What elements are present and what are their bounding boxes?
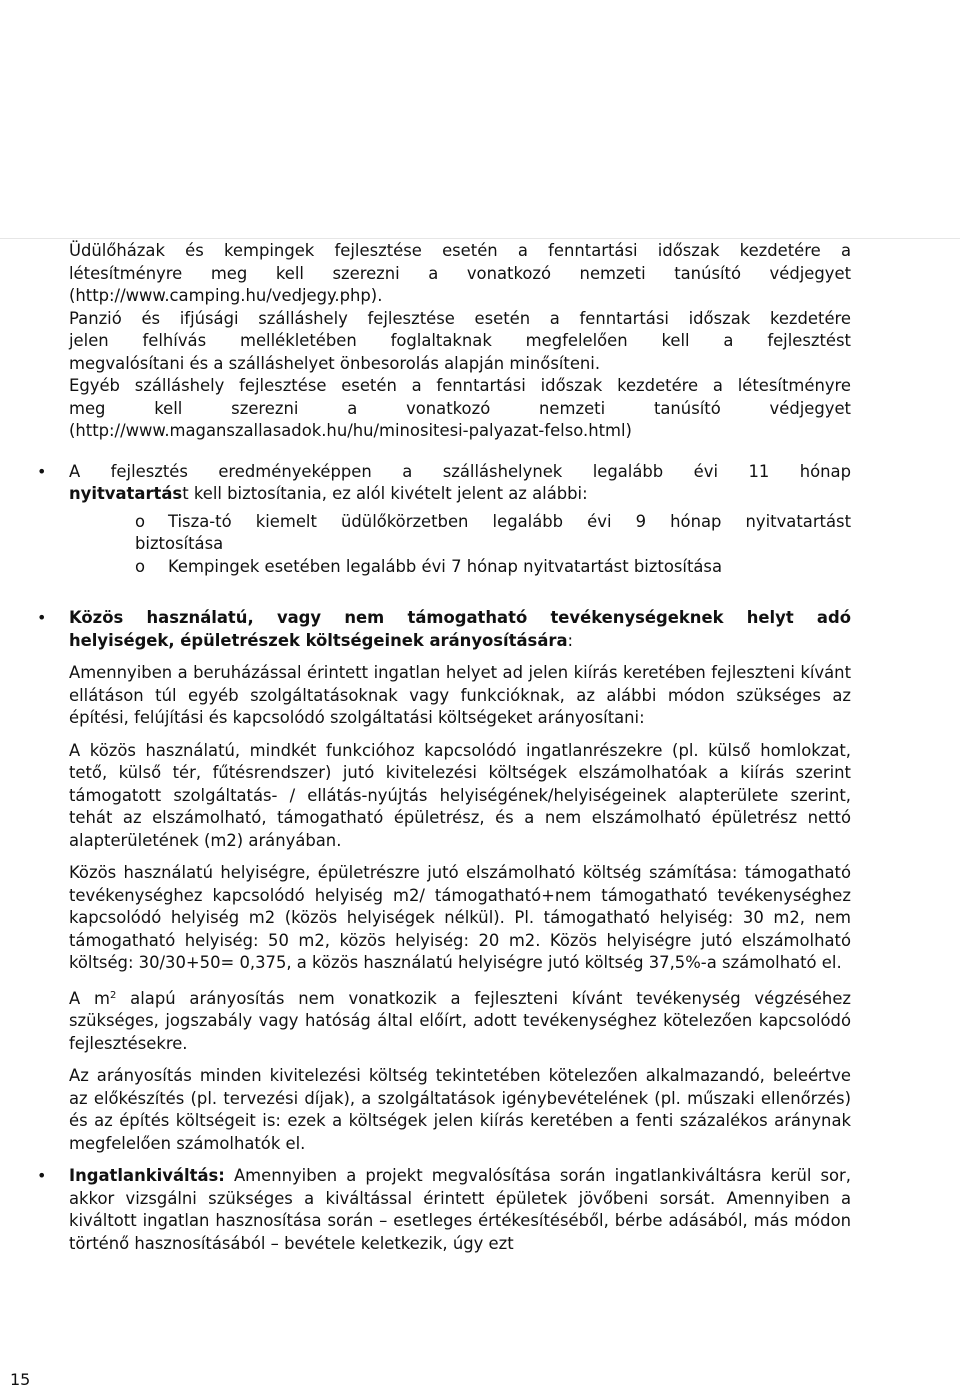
link-camping[interactable]: (http://www.camping.hu/vedjegy.php). xyxy=(69,286,383,305)
text-line: létesítményre meg kell szerezni a vonatkozó nemzeti tanúsító védjegyet xyxy=(69,263,851,283)
text-span: Amennyiben a projekt megvalósítása során ingatlankiváltásra kerül sor, akkor vizsgálni szükséges a kiváltással érintett épületek jövőbeni sorsát. Amennyiben a kiváltott ingatlan hasznosítása során – esetleges értékesítéséből, bérbe adásából, más módon történő hasznosításából – bevétele keletkezik, úgy ezt xyxy=(69,1166,851,1253)
paragraph: Közös használatú helyiségre, épületrészre jutó elszámolható költség számítása: támogatható tevékenységhez kapcsolódó helyiség m2/ támogatható+nem támogatható tevékenységhez kapcsolódó helyiség m2 (közös helyiségek nélkül). Pl. támogatható helyiség: 30 m2, nem támogatható helyiség: 50 m2, közös helyiség: 20 m2. Közös helyiségre jutó elszámolható költség: 30/30+50= 0,375, a közös használatú helyiségre jutó költség 37,5%-a számolható el. xyxy=(69,863,851,972)
header-rule xyxy=(0,238,960,239)
paragraph-campsites xyxy=(69,240,851,308)
section-title xyxy=(69,607,851,630)
text-line: megvalósítani és a szálláshelyet önbesorolás alapján minősíteni. xyxy=(69,353,601,373)
bullet-opening-hours xyxy=(37,461,851,579)
text-line: Panzió és ifjúsági szálláshely fejlesztése esetén a fenntartási időszak kezdetére xyxy=(69,308,851,328)
text-line: Tisza-tó kiemelt üdülőkörzetben legalább évi 9 hónap nyitvatartást xyxy=(168,511,851,531)
paragraph xyxy=(69,985,851,1056)
text-line: Egyéb szálláshely fejlesztése esetén a fenntartási időszak kezdetére a létesítményre xyxy=(69,376,851,395)
text-line: jelen felhívás mellékletében foglaltaknak megfelelően kell a fejlesztést xyxy=(69,331,851,350)
circle-bullet-icon: o xyxy=(135,556,146,576)
paragraph: Amennyiben a beruházással érintett ingatlan helyet ad jelen kiírás keretében fejleszteni kívánt ellátáson túl egyéb szolgáltatásoknak vagy funkcióknak, az alábbi módon szükséges az építési, felújítási és kapcsolódó szolgáltatási költségeket arányosítani: xyxy=(69,663,851,727)
sub-item-campsites xyxy=(69,556,851,579)
text-line: Kempingek esetében legalább évi 7 hónap nyitvatartást biztosítása xyxy=(168,556,723,576)
page-body xyxy=(37,240,852,1255)
bold-title: helyiségek, épületrészek költségeinek arányosítására xyxy=(69,630,568,650)
text-line: A fejlesztés eredményeképpen a szálláshelynek legalább évi 11 hónap xyxy=(69,461,851,481)
sub-list xyxy=(69,511,851,579)
paragraph-pension xyxy=(69,308,851,376)
sub-item-tisza xyxy=(69,511,851,556)
link-maganszallasadok[interactable]: (http://www.maganszallasadok.hu/hu/minositesi-palyazat-felso.html) xyxy=(69,421,632,440)
paragraph: Az arányosítás minden kivitelezési költség tekintetében kötelezően alkalmazandó, beleértve az előkészítés (pl. tervezési díjak), a szolgáltatások igénybevételének (pl. műszaki ellenőrzés) és az építés költségeit is: ezek a költségek jelen kiírás keretében a fenti százalékos aránynak megfelelően számolhatók el. xyxy=(69,1066,851,1153)
section-title xyxy=(69,630,851,653)
text-span: A m xyxy=(69,988,110,1008)
text-line: Üdülőházak és kempingek fejlesztése esetén a fenntartási időszak kezdetére a xyxy=(69,241,851,260)
bold-title: Közös használatú, vagy nem támogatható tevékenységeknek helyt adó xyxy=(69,608,851,627)
paragraph xyxy=(69,1165,851,1255)
text-line: biztosítása xyxy=(135,534,224,553)
text-line: meg kell szerezni a vonatkozó nemzeti tanúsító védjegyet xyxy=(69,398,851,418)
text-span: alapú arányosítás nem vonatkozik a fejleszteni kívánt tevékenység végzéséhez szükséges, jogszabály vagy hatóság által előírt, adott tevékenységhez kötelezően kapcsolódó fejlesztésekre. xyxy=(69,988,852,1053)
page-number: 15 xyxy=(10,1370,31,1389)
text-span: t kell biztosítania, ez alól kivételt jelent az alábbi: xyxy=(182,484,588,503)
bullet-icon: • xyxy=(37,608,47,627)
bold-term: nyitvatartás xyxy=(69,484,183,503)
circle-bullet-icon: o xyxy=(135,511,146,531)
text-span: : xyxy=(567,630,574,650)
bullet-shared-areas xyxy=(37,607,852,1155)
bullet-property-replacement xyxy=(37,1165,851,1255)
bold-term: Ingatlankiváltás: xyxy=(69,1166,225,1185)
paragraph-other-accommodation xyxy=(69,375,851,443)
bullet-icon: • xyxy=(37,461,47,481)
paragraph: A közös használatú, mindkét funkcióhoz kapcsolódó ingatlanrészekre (pl. külső homlokzat, tető, külső tér, fűtésrendszer) jutó kivitelezési költségek elszámolhatóak a kiírás szerint támogatott szolgáltatás- / ellátás-nyújtás helyiségének/helyiségeinek alapterülete szerint, tehát az elszámolható, támogatható épületrész, és a nem elszámolható épületrész nettó alapterületének (m2) arányában. xyxy=(69,740,851,850)
superscript: 2 xyxy=(110,989,117,1001)
bullet-icon: • xyxy=(37,1166,47,1185)
text-line xyxy=(69,483,851,506)
